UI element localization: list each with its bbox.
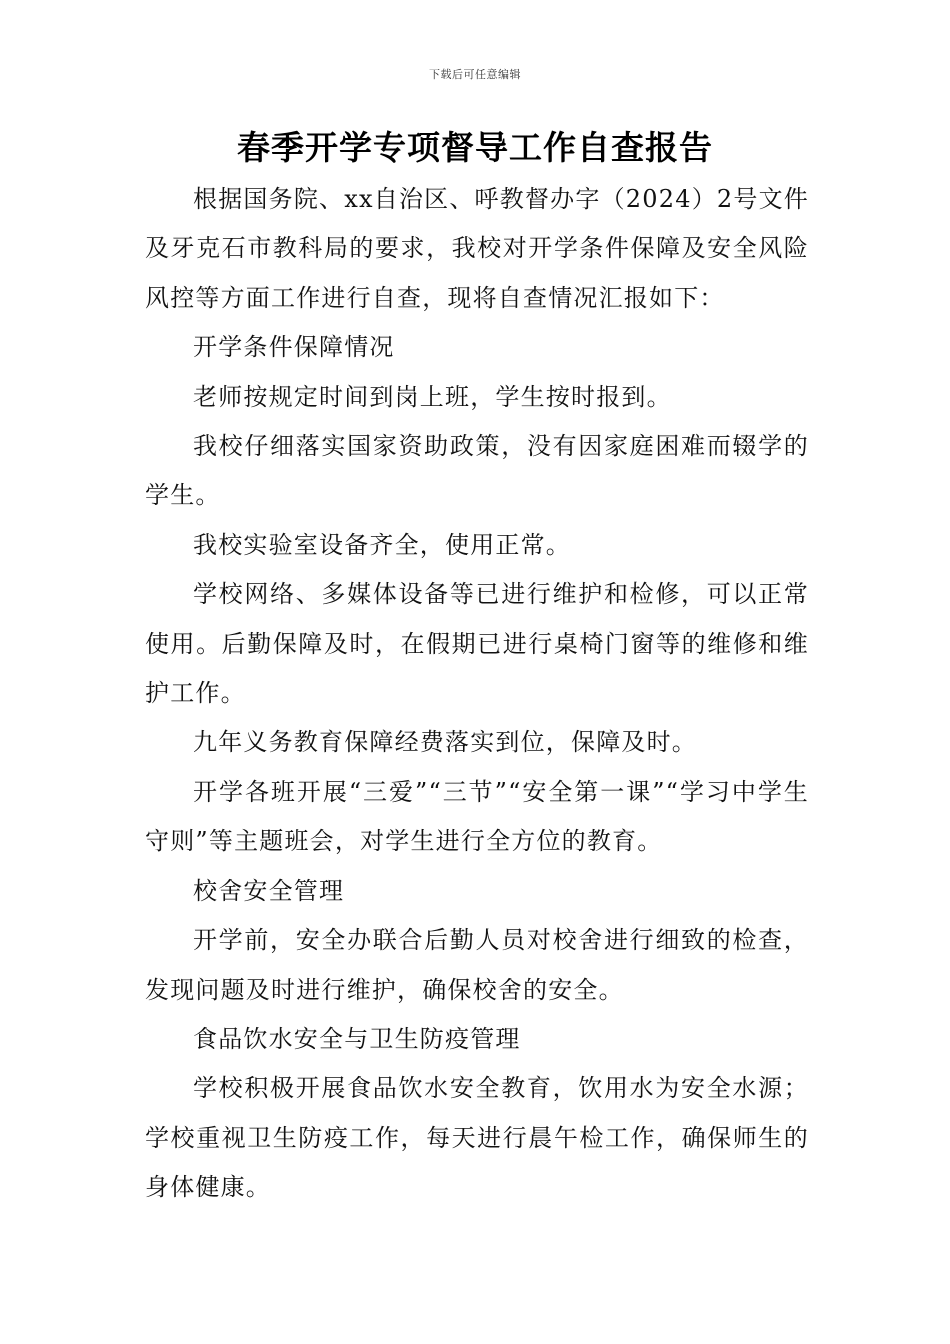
paragraph-building-inspection: 开学前，安全办联合后勤人员对校舍进行细致的检查，发现问题及时进行维护，确保校舍的安全。 xyxy=(145,926,809,1004)
paragraph-funding: 九年义务教育保障经费落实到位，保障及时。 xyxy=(193,728,697,757)
section-heading-building-safety: 校舍安全管理 xyxy=(193,876,345,905)
paragraph-laboratory: 我校实验室设备齐全，使用正常。 xyxy=(193,530,571,559)
paragraph-class-meetings: 开学各班开展“三爱”“三节”“安全第一课”“学习中学生守则”等主题班会，对学生进行全方位的教育。 xyxy=(145,777,809,856)
section-heading-food-hygiene: 食品饮水安全与卫生防疫管理 xyxy=(193,1024,521,1053)
section-heading-conditions: 开学条件保障情况 xyxy=(193,333,395,362)
document-title: 春季开学专项督导工作自查报告 xyxy=(237,128,713,167)
paragraph-network-maintenance: 学校网络、多媒体设备等已进行维护和检修，可以正常使用。后勤保障及时，在假期已进行桌椅门窗等的维修和维护工作。 xyxy=(145,580,809,708)
paragraph-food-hygiene: 学校积极开展食品饮水安全教育，饮用水为安全水源；学校重视卫生防疫工作，每天进行晨午检工作，确保师生的身体健康。 xyxy=(145,1074,809,1202)
paragraph-intro: 根据国务院、xx自治区、呼教督办字（2024）2号文件及牙克石市教科局的要求，我校对开学条件保障及安全风险风控等方面工作进行自查，现将自查情况汇报如下： xyxy=(145,185,809,312)
paragraph-financial-aid: 我校仔细落实国家资助政策，没有因家庭困难而辍学的学生。 xyxy=(145,432,809,510)
document-body xyxy=(145,175,809,1213)
paragraph-staff-attendance: 老师按规定时间到岗上班，学生按时报到。 xyxy=(193,382,672,411)
header-note: 下载后可任意编辑 xyxy=(429,68,521,81)
